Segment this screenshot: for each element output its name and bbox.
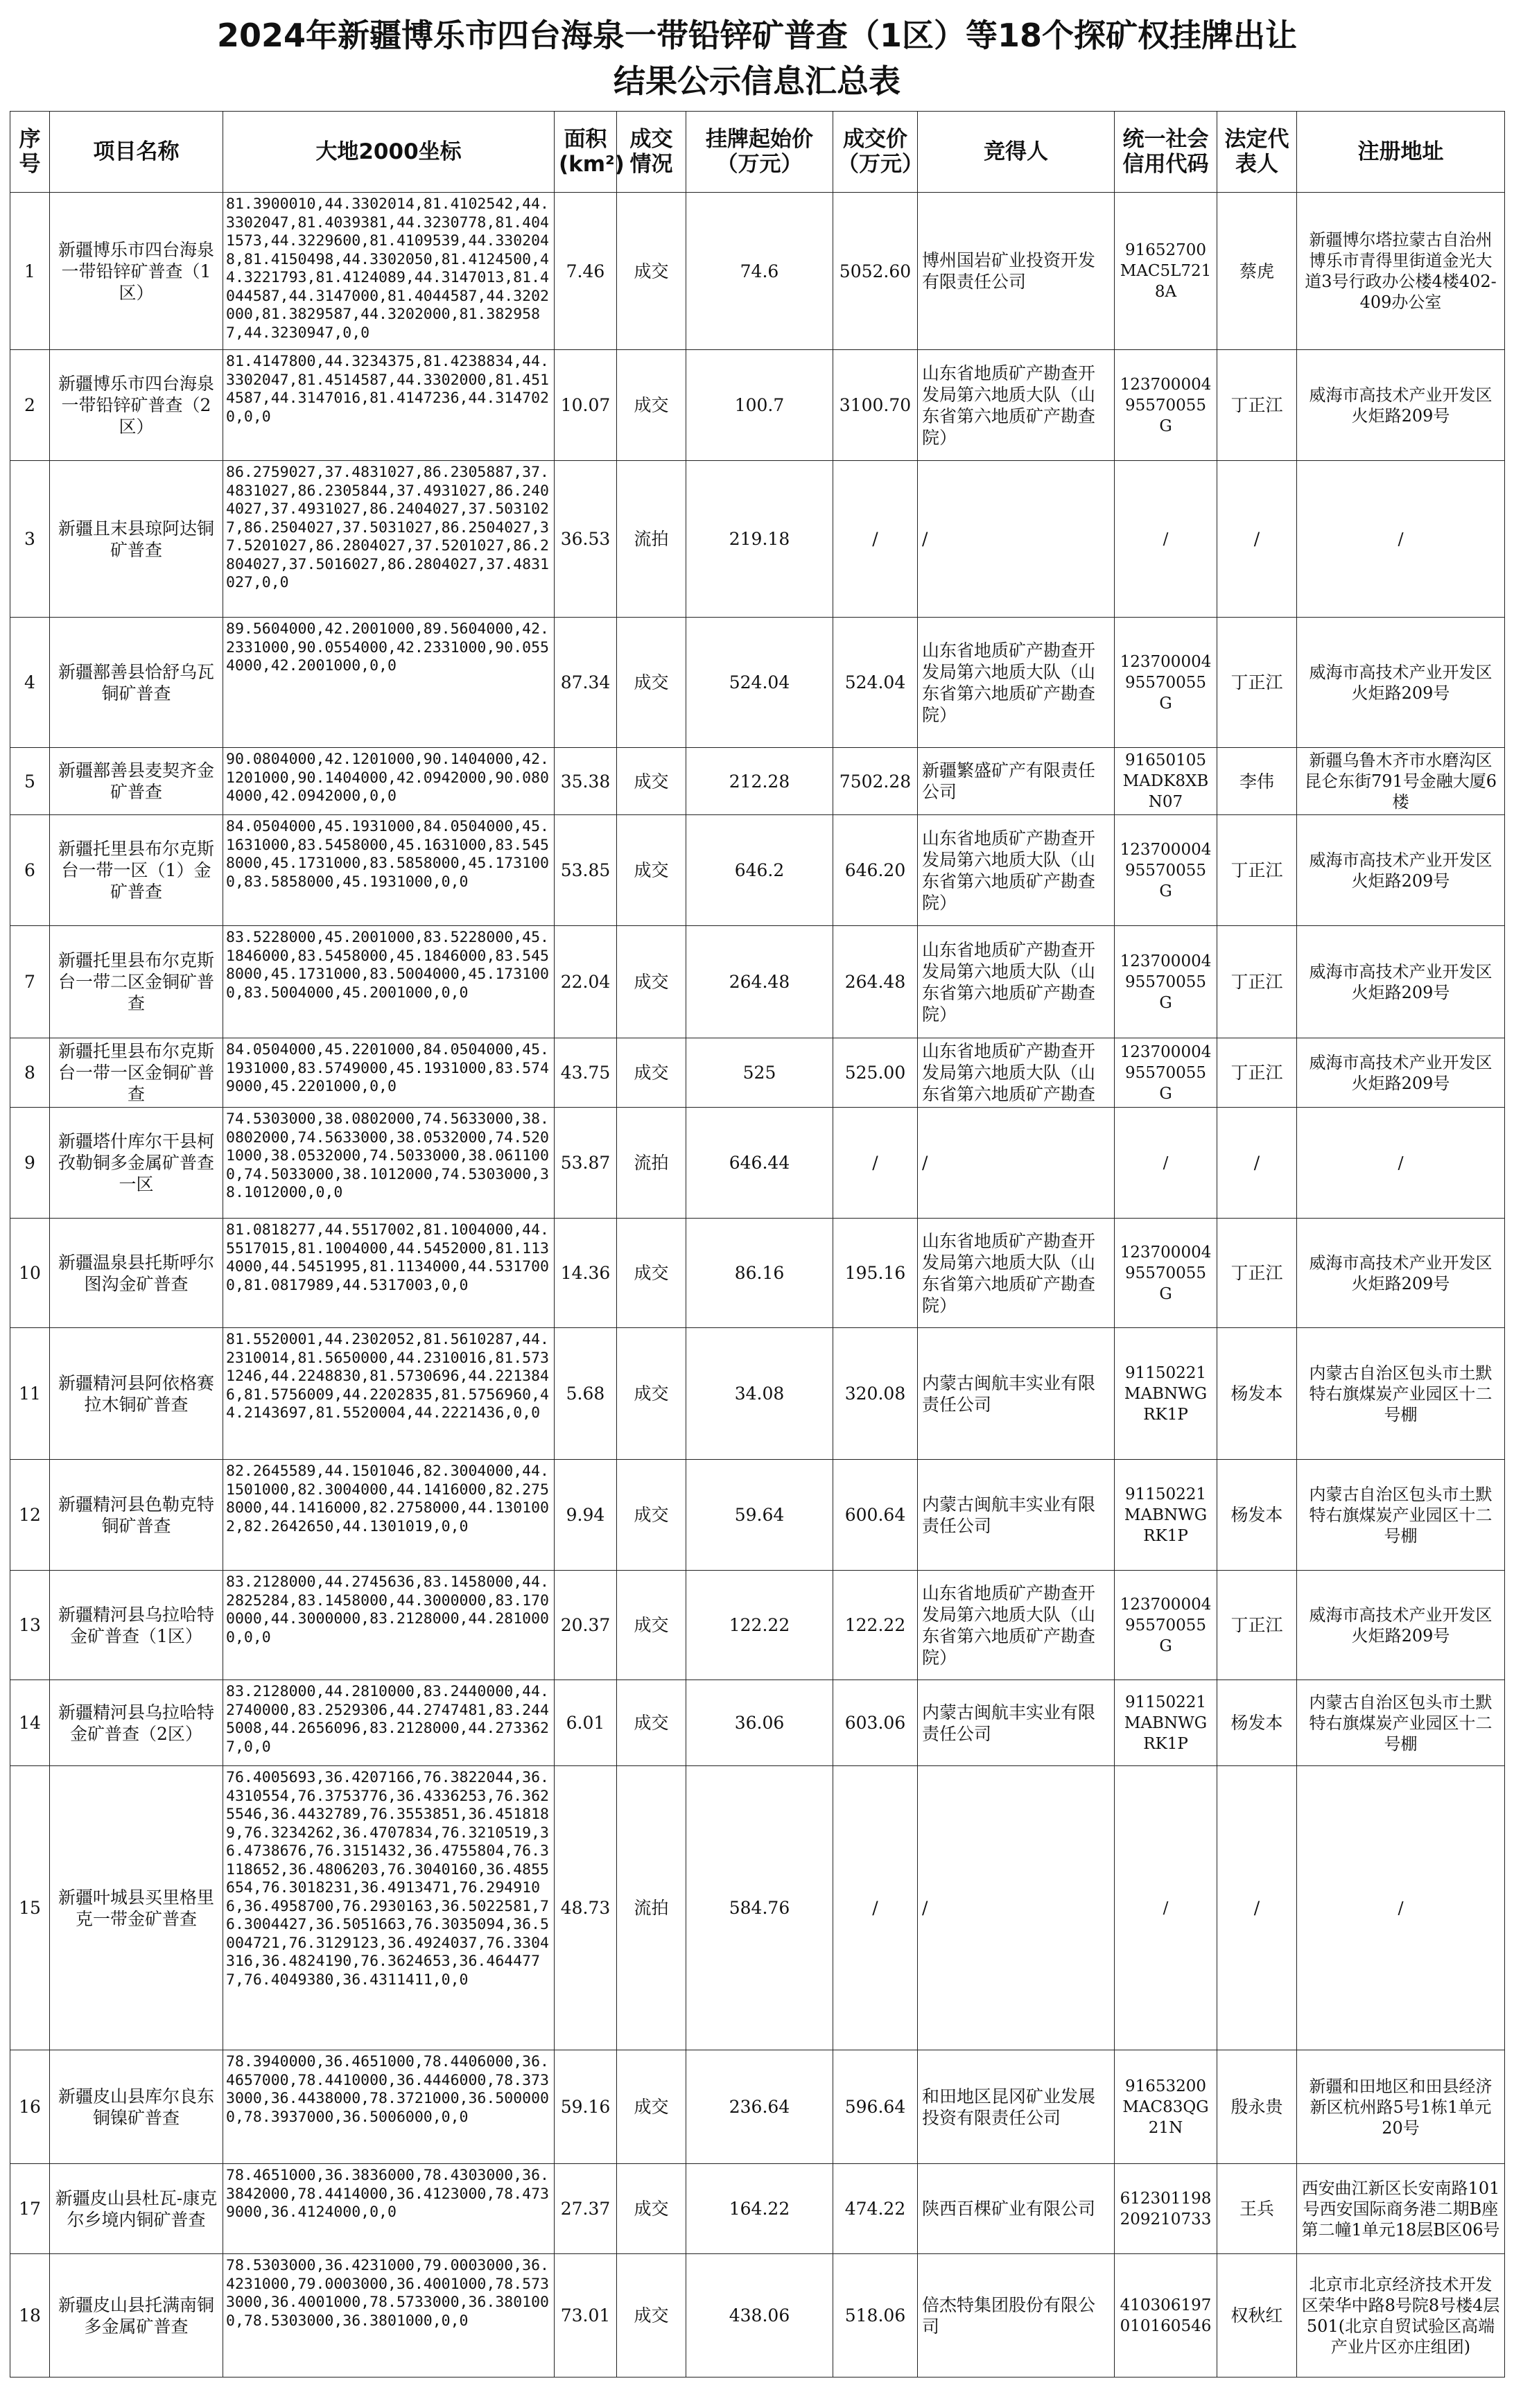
- start-price-cell: 122.22: [686, 1571, 833, 1680]
- credit-code-cell: 91650105MADK8XBN07: [1115, 748, 1217, 815]
- credit-code-cell: 91150221MABNWGRK1P: [1115, 1680, 1217, 1766]
- table-row: [10, 350, 1505, 461]
- project-name-cell: 新疆塔什库尔干县柯孜勒铜多金属矿普查一区: [50, 1108, 223, 1219]
- credit-code-cell: 91150221MABNWGRK1P: [1115, 1328, 1217, 1460]
- winner-cell: 山东省地质矿产勘查开发局第六地质大队（山东省第六地质矿产勘查院）: [918, 1219, 1115, 1328]
- start-price-cell: 646.44: [686, 1108, 833, 1219]
- legal-rep-cell: 丁正江: [1217, 1219, 1297, 1328]
- start-price-cell: 525: [686, 1038, 833, 1108]
- project-name-cell: 新疆鄯善县恰舒乌瓦铜矿普查: [50, 618, 223, 748]
- deal-price-cell: 525.00: [833, 1038, 918, 1108]
- deal-price-cell: 518.06: [833, 2254, 918, 2378]
- winner-cell: 博州国岩矿业投资开发有限责任公司: [918, 193, 1115, 350]
- status-cell: 流拍: [617, 1766, 686, 2050]
- winner-cell: 山东省地质矿产勘查开发局第六地质大队（山东省第六地质矿产勘查: [918, 1038, 1115, 1108]
- winner-cell: 内蒙古闽航丰实业有限责任公司: [918, 1680, 1115, 1766]
- area-cell: 36.53: [555, 461, 617, 618]
- legal-rep-cell: 杨发本: [1217, 1328, 1297, 1460]
- table-row: [10, 748, 1505, 815]
- results-table: [10, 111, 1505, 2378]
- area-cell: 48.73: [555, 1766, 617, 2050]
- status-cell: 成交: [617, 1680, 686, 1766]
- start-price-cell: 646.2: [686, 815, 833, 926]
- seq-cell: 1: [10, 193, 50, 350]
- start-price-cell: 74.6: [686, 193, 833, 350]
- start-price-cell: 34.08: [686, 1328, 833, 1460]
- table-row: [10, 2050, 1505, 2164]
- legal-rep-cell: 杨发本: [1217, 1460, 1297, 1571]
- table-row: [10, 926, 1505, 1038]
- table-row: [10, 2164, 1505, 2254]
- seq-cell: 9: [10, 1108, 50, 1219]
- project-name-cell: 新疆叶城县买里格里克一带金矿普查: [50, 1766, 223, 2050]
- area-cell: 73.01: [555, 2254, 617, 2378]
- status-cell: 成交: [617, 815, 686, 926]
- winner-cell: 和田地区昆冈矿业发展投资有限责任公司: [918, 2050, 1115, 2164]
- credit-code-cell: 12370000495570055G: [1115, 926, 1217, 1038]
- address-cell: 内蒙古自治区包头市土默特右旗煤炭产业园区十二号棚: [1297, 1460, 1505, 1571]
- seq-cell: 3: [10, 461, 50, 618]
- area-cell: 27.37: [555, 2164, 617, 2254]
- start-price-cell: 264.48: [686, 926, 833, 1038]
- seq-cell: 7: [10, 926, 50, 1038]
- header-start-price: 挂牌起始价（万元）: [686, 112, 833, 193]
- start-price-cell: 236.64: [686, 2050, 833, 2164]
- deal-price-cell: 7502.28: [833, 748, 918, 815]
- winner-cell: 倍杰特集团股份有限公司: [918, 2254, 1115, 2378]
- deal-price-cell: 646.20: [833, 815, 918, 926]
- deal-price-cell: 603.06: [833, 1680, 918, 1766]
- coords-cell: 78.4651000,36.3836000,78.4303000,36.3842000,78.4414000,36.4123000,78.4739000,36.4124000,0,0: [223, 2164, 555, 2254]
- credit-code-cell: 91653200MAC83QG21N: [1115, 2050, 1217, 2164]
- status-cell: 成交: [617, 618, 686, 748]
- document-title: [0, 12, 1514, 104]
- legal-rep-cell: 殷永贵: [1217, 2050, 1297, 2164]
- credit-code-cell: 12370000495570055G: [1115, 350, 1217, 461]
- legal-rep-cell: 杨发本: [1217, 1680, 1297, 1766]
- address-cell: /: [1297, 1108, 1505, 1219]
- header-deal-price: 成交价（万元）: [833, 112, 918, 193]
- status-cell: 成交: [617, 2050, 686, 2164]
- start-price-cell: 164.22: [686, 2164, 833, 2254]
- deal-price-cell: 195.16: [833, 1219, 918, 1328]
- project-name-cell: 新疆博乐市四台海泉一带铅锌矿普查（1区）: [50, 193, 223, 350]
- title-line-2: 结果公示信息汇总表: [614, 62, 900, 100]
- table-row: [10, 461, 1505, 618]
- area-cell: 6.01: [555, 1680, 617, 1766]
- seq-cell: 16: [10, 2050, 50, 2164]
- address-cell: 威海市高技术产业开发区火炬路209号: [1297, 350, 1505, 461]
- status-cell: 流拍: [617, 461, 686, 618]
- project-name-cell: 新疆精河县乌拉哈特金矿普查（1区）: [50, 1571, 223, 1680]
- start-price-cell: 212.28: [686, 748, 833, 815]
- header-row: [10, 112, 1505, 193]
- status-cell: 成交: [617, 2254, 686, 2378]
- winner-cell: 山东省地质矿产勘查开发局第六地质大队（山东省第六地质矿产勘查院）: [918, 926, 1115, 1038]
- table-row: [10, 1328, 1505, 1460]
- project-name-cell: 新疆精河县阿依格赛拉木铜矿普查: [50, 1328, 223, 1460]
- status-cell: 成交: [617, 1571, 686, 1680]
- deal-price-cell: /: [833, 1766, 918, 2050]
- table-row: [10, 1766, 1505, 2050]
- coords-cell: 78.3940000,36.4651000,78.4406000,36.4657000,78.4410000,36.4446000,78.3733000,36.4438000,78.3721000,36.5000000,78.3937000,36.5006000,0,0: [223, 2050, 555, 2164]
- credit-code-cell: /: [1115, 1766, 1217, 2050]
- legal-rep-cell: 丁正江: [1217, 815, 1297, 926]
- coords-cell: 81.3900010,44.3302014,81.4102542,44.3302047,81.4039381,44.3230778,81.4041573,44.3229600,81.4109539,44.3302048,81.4150498,44.3302050,81.4124500,44.3221793,81.4124089,44.3147013,81.4044587,44.3147000,81.4044587,44.3202000,81.3829587,44.3202000,81.3829587,44.3230947,0,0: [223, 193, 555, 350]
- seq-cell: 10: [10, 1219, 50, 1328]
- seq-cell: 12: [10, 1460, 50, 1571]
- table-row: [10, 1219, 1505, 1328]
- address-cell: 威海市高技术产业开发区火炬路209号: [1297, 1038, 1505, 1108]
- winner-cell: 山东省地质矿产勘查开发局第六地质大队（山东省第六地质矿产勘查院）: [918, 1571, 1115, 1680]
- project-name-cell: 新疆皮山县托满南铜多金属矿普查: [50, 2254, 223, 2378]
- legal-rep-cell: 王兵: [1217, 2164, 1297, 2254]
- credit-code-cell: 12370000495570055G: [1115, 1219, 1217, 1328]
- start-price-cell: 86.16: [686, 1219, 833, 1328]
- winner-cell: /: [918, 1108, 1115, 1219]
- coords-cell: 90.0804000,42.1201000,90.1404000,42.1201000,90.1404000,42.0942000,90.0804000,42.0942000,0,0: [223, 748, 555, 815]
- table-body: [10, 193, 1505, 2378]
- area-cell: 53.85: [555, 815, 617, 926]
- coords-cell: 82.2645589,44.1501046,82.3004000,44.1501000,82.3004000,44.1416000,82.2758000,44.1416000,82.2758000,44.1301002,82.2642650,44.1301019,0,0: [223, 1460, 555, 1571]
- status-cell: 流拍: [617, 1108, 686, 1219]
- coords-cell: 81.5520001,44.2302052,81.5610287,44.2310014,81.5650000,44.2310016,81.5731246,44.2248830,81.5730696,44.2213846,81.5756009,44.2202835,81.5756960,44.2143697,81.5520004,44.2221436,0,0: [223, 1328, 555, 1460]
- coords-cell: 86.2759027,37.4831027,86.2305887,37.4831027,86.2305844,37.4931027,86.2404027,37.4931027,86.2404027,37.5031027,86.2504027,37.5031027,86.2504027,37.5201027,86.2804027,37.5201027,86.2804027,37.5016027,86.2804027,37.4831027,0,0: [223, 461, 555, 618]
- deal-price-cell: 122.22: [833, 1571, 918, 1680]
- legal-rep-cell: 丁正江: [1217, 1038, 1297, 1108]
- project-name-cell: 新疆托里县布尔克斯台一带二区金铜矿普查: [50, 926, 223, 1038]
- legal-rep-cell: 丁正江: [1217, 350, 1297, 461]
- legal-rep-cell: /: [1217, 461, 1297, 618]
- project-name-cell: 新疆精河县乌拉哈特金矿普查（2区）: [50, 1680, 223, 1766]
- seq-cell: 2: [10, 350, 50, 461]
- seq-cell: 14: [10, 1680, 50, 1766]
- address-cell: 威海市高技术产业开发区火炬路209号: [1297, 1219, 1505, 1328]
- project-name-cell: 新疆皮山县库尔良东铜镍矿普查: [50, 2050, 223, 2164]
- winner-cell: 山东省地质矿产勘查开发局第六地质大队（山东省第六地质矿产勘查院）: [918, 350, 1115, 461]
- table-row: [10, 2254, 1505, 2378]
- coords-cell: 83.2128000,44.2810000,83.2440000,44.2740000,83.2529306,44.2747481,83.2445008,44.2656096,83.2128000,44.2733627,0,0: [223, 1680, 555, 1766]
- status-cell: 成交: [617, 1460, 686, 1571]
- seq-cell: 4: [10, 618, 50, 748]
- project-name-cell: 新疆温泉县托斯呼尔图沟金矿普查: [50, 1219, 223, 1328]
- deal-price-cell: 264.48: [833, 926, 918, 1038]
- address-cell: 北京市北京经济技术开发区荣华中路8号院8号楼4层501(北京自贸试验区高端产业片区亦庄组团): [1297, 2254, 1505, 2378]
- status-cell: 成交: [617, 350, 686, 461]
- area-cell: 5.68: [555, 1328, 617, 1460]
- credit-code-cell: 12370000495570055G: [1115, 618, 1217, 748]
- start-price-cell: 524.04: [686, 618, 833, 748]
- deal-price-cell: /: [833, 1108, 918, 1219]
- address-cell: 威海市高技术产业开发区火炬路209号: [1297, 1571, 1505, 1680]
- seq-cell: 11: [10, 1328, 50, 1460]
- header-coords: 大地2000坐标: [223, 112, 555, 193]
- status-cell: 成交: [617, 748, 686, 815]
- start-price-cell: 100.7: [686, 350, 833, 461]
- winner-cell: 新疆繁盛矿产有限责任公司: [918, 748, 1115, 815]
- status-cell: 成交: [617, 1328, 686, 1460]
- deal-price-cell: 3100.70: [833, 350, 918, 461]
- coords-cell: 83.2128000,44.2745636,83.1458000,44.2825284,83.1458000,44.3000000,83.1700000,44.3000000,83.2128000,44.2810000,0,0: [223, 1571, 555, 1680]
- area-cell: 35.38: [555, 748, 617, 815]
- legal-rep-cell: 蔡虎: [1217, 193, 1297, 350]
- address-cell: 威海市高技术产业开发区火炬路209号: [1297, 926, 1505, 1038]
- seq-cell: 15: [10, 1766, 50, 2050]
- legal-rep-cell: 丁正江: [1217, 1571, 1297, 1680]
- legal-rep-cell: /: [1217, 1766, 1297, 2050]
- address-cell: 威海市高技术产业开发区火炬路209号: [1297, 815, 1505, 926]
- address-cell: 西安曲江新区长安南路101号西安国际商务港二期B座第二幢1单元18层B区06号: [1297, 2164, 1505, 2254]
- status-cell: 成交: [617, 1038, 686, 1108]
- header-address: 注册地址: [1297, 112, 1505, 193]
- address-cell: 新疆博尔塔拉蒙古自治州博乐市青得里街道金光大道3号行政办公楼4楼402-409办公室: [1297, 193, 1505, 350]
- legal-rep-cell: 权秋红: [1217, 2254, 1297, 2378]
- credit-code-cell: /: [1115, 1108, 1217, 1219]
- start-price-cell: 584.76: [686, 1766, 833, 2050]
- credit-code-cell: 410306197010160546: [1115, 2254, 1217, 2378]
- header-area: 面积(km²): [555, 112, 617, 193]
- table-row: [10, 1460, 1505, 1571]
- deal-price-cell: 524.04: [833, 618, 918, 748]
- table-row: [10, 1680, 1505, 1766]
- project-name-cell: 新疆博乐市四台海泉一带铅锌矿普查（2区）: [50, 350, 223, 461]
- address-cell: /: [1297, 461, 1505, 618]
- address-cell: 威海市高技术产业开发区火炬路209号: [1297, 618, 1505, 748]
- status-cell: 成交: [617, 2164, 686, 2254]
- winner-cell: /: [918, 461, 1115, 618]
- deal-price-cell: 320.08: [833, 1328, 918, 1460]
- credit-code-cell: 12370000495570055G: [1115, 815, 1217, 926]
- credit-code-cell: 12370000495570055G: [1115, 1038, 1217, 1108]
- table-row: [10, 1108, 1505, 1219]
- deal-price-cell: /: [833, 461, 918, 618]
- status-cell: 成交: [617, 926, 686, 1038]
- credit-code-cell: 12370000495570055G: [1115, 1571, 1217, 1680]
- area-cell: 9.94: [555, 1460, 617, 1571]
- legal-rep-cell: 丁正江: [1217, 618, 1297, 748]
- header-credit-code: 统一社会信用代码: [1115, 112, 1217, 193]
- start-price-cell: 59.64: [686, 1460, 833, 1571]
- coords-cell: 78.5303000,36.4231000,79.0003000,36.4231000,79.0003000,36.4001000,78.5733000,36.4001000,78.5733000,36.3801000,78.5303000,36.3801000,0,0: [223, 2254, 555, 2378]
- project-name-cell: 新疆鄯善县麦契齐金矿普查: [50, 748, 223, 815]
- start-price-cell: 219.18: [686, 461, 833, 618]
- legal-rep-cell: 李伟: [1217, 748, 1297, 815]
- title-line-1: 2024年新疆博乐市四台海泉一带铅锌矿普查（1区）等18个探矿权挂牌出让: [216, 17, 1298, 54]
- winner-cell: /: [918, 1766, 1115, 2050]
- project-name-cell: 新疆皮山县杜瓦-康克尔乡境内铜矿普查: [50, 2164, 223, 2254]
- deal-price-cell: 474.22: [833, 2164, 918, 2254]
- address-cell: /: [1297, 1766, 1505, 2050]
- winner-cell: 内蒙古闽航丰实业有限责任公司: [918, 1328, 1115, 1460]
- start-price-cell: 36.06: [686, 1680, 833, 1766]
- coords-cell: 74.5303000,38.0802000,74.5633000,38.0802000,74.5633000,38.0532000,74.5201000,38.0532000,74.5033000,38.0611000,74.5033000,38.1012000,74.5303000,38.1012000,0,0: [223, 1108, 555, 1219]
- coords-cell: 83.5228000,45.2001000,83.5228000,45.1846000,83.5458000,45.1846000,83.5458000,45.1731000,83.5004000,45.1731000,83.5004000,45.2001000,0,0: [223, 926, 555, 1038]
- header-status: 成交情况: [617, 112, 686, 193]
- table-row: [10, 815, 1505, 926]
- area-cell: 87.34: [555, 618, 617, 748]
- coords-cell: 84.0504000,45.1931000,84.0504000,45.1631000,83.5458000,45.1631000,83.5458000,45.1731000,83.5858000,45.1731000,83.5858000,45.1931000,0,0: [223, 815, 555, 926]
- deal-price-cell: 5052.60: [833, 193, 918, 350]
- credit-code-cell: 91150221MABNWGRK1P: [1115, 1460, 1217, 1571]
- table-row: [10, 1038, 1505, 1108]
- project-name-cell: 新疆托里县布尔克斯台一带一区（1）金矿普查: [50, 815, 223, 926]
- credit-code-cell: 612301198209210733: [1115, 2164, 1217, 2254]
- header-legal-rep: 法定代表人: [1217, 112, 1297, 193]
- legal-rep-cell: 丁正江: [1217, 926, 1297, 1038]
- coords-cell: 81.4147800,44.3234375,81.4238834,44.3302047,81.4514587,44.3302000,81.4514587,44.3147016,81.4147236,44.3147020,0,0: [223, 350, 555, 461]
- winner-cell: 内蒙古闽航丰实业有限责任公司: [918, 1460, 1115, 1571]
- table-row: [10, 193, 1505, 350]
- credit-code-cell: /: [1115, 461, 1217, 618]
- seq-cell: 8: [10, 1038, 50, 1108]
- coords-cell: 81.0818277,44.5517002,81.1004000,44.5517015,81.1004000,44.5452000,81.1134000,44.5451995,81.1134000,44.5317000,81.0817989,44.5317003,0,0: [223, 1219, 555, 1328]
- area-cell: 7.46: [555, 193, 617, 350]
- winner-cell: 山东省地质矿产勘查开发局第六地质大队（山东省第六地质矿产勘查院）: [918, 815, 1115, 926]
- seq-cell: 5: [10, 748, 50, 815]
- address-cell: 新疆乌鲁木齐市水磨沟区昆仑东街791号金融大厦6楼: [1297, 748, 1505, 815]
- project-name-cell: 新疆且末县琼阿达铜矿普查: [50, 461, 223, 618]
- project-name-cell: 新疆托里县布尔克斯台一带一区金铜矿普查: [50, 1038, 223, 1108]
- credit-code-cell: 91652700MAC5L7218A: [1115, 193, 1217, 350]
- address-cell: 内蒙古自治区包头市土默特右旗煤炭产业园区十二号棚: [1297, 1328, 1505, 1460]
- header-winner: 竞得人: [918, 112, 1115, 193]
- legal-rep-cell: /: [1217, 1108, 1297, 1219]
- address-cell: 内蒙古自治区包头市土默特右旗煤炭产业园区十二号棚: [1297, 1680, 1505, 1766]
- seq-cell: 18: [10, 2254, 50, 2378]
- status-cell: 成交: [617, 193, 686, 350]
- table-row: [10, 618, 1505, 748]
- start-price-cell: 438.06: [686, 2254, 833, 2378]
- area-cell: 59.16: [555, 2050, 617, 2164]
- coords-cell: 84.0504000,45.2201000,84.0504000,45.1931000,83.5749000,45.1931000,83.5749000,45.2201000,0,0: [223, 1038, 555, 1108]
- winner-cell: 陕西百棵矿业有限公司: [918, 2164, 1115, 2254]
- project-name-cell: 新疆精河县色勒克特铜矿普查: [50, 1460, 223, 1571]
- header-project: 项目名称: [50, 112, 223, 193]
- seq-cell: 6: [10, 815, 50, 926]
- area-cell: 14.36: [555, 1219, 617, 1328]
- deal-price-cell: 596.64: [833, 2050, 918, 2164]
- area-cell: 10.07: [555, 350, 617, 461]
- area-cell: 20.37: [555, 1571, 617, 1680]
- header-seq: 序号: [10, 112, 50, 193]
- seq-cell: 13: [10, 1571, 50, 1680]
- table-row: [10, 1571, 1505, 1680]
- winner-cell: 山东省地质矿产勘查开发局第六地质大队（山东省第六地质矿产勘查院）: [918, 618, 1115, 748]
- area-cell: 22.04: [555, 926, 617, 1038]
- area-cell: 53.87: [555, 1108, 617, 1219]
- deal-price-cell: 600.64: [833, 1460, 918, 1571]
- area-cell: 43.75: [555, 1038, 617, 1108]
- seq-cell: 17: [10, 2164, 50, 2254]
- address-cell: 新疆和田地区和田县经济新区杭州路5号1栋1单元20号: [1297, 2050, 1505, 2164]
- coords-cell: 76.4005693,36.4207166,76.3822044,36.4310554,76.3753776,36.4336253,76.3625546,36.4432789,76.3553851,36.4518189,76.3234262,36.4707834,76.3210519,36.4738676,76.3151432,36.4755804,76.3118652,36.4806203,76.3040160,36.4855654,76.3018231,36.4913471,76.2949106,36.4958700,76.2930163,36.5022581,76.3004427,36.5051663,76.3035094,36.5004721,76.3129123,36.4924037,76.3304316,36.4824190,76.3624653,36.4644777,76.4049380,36.4311411,0,0: [223, 1766, 555, 2050]
- status-cell: 成交: [617, 1219, 686, 1328]
- coords-cell: 89.5604000,42.2001000,89.5604000,42.2331000,90.0554000,42.2331000,90.0554000,42.2001000,0,0: [223, 618, 555, 748]
